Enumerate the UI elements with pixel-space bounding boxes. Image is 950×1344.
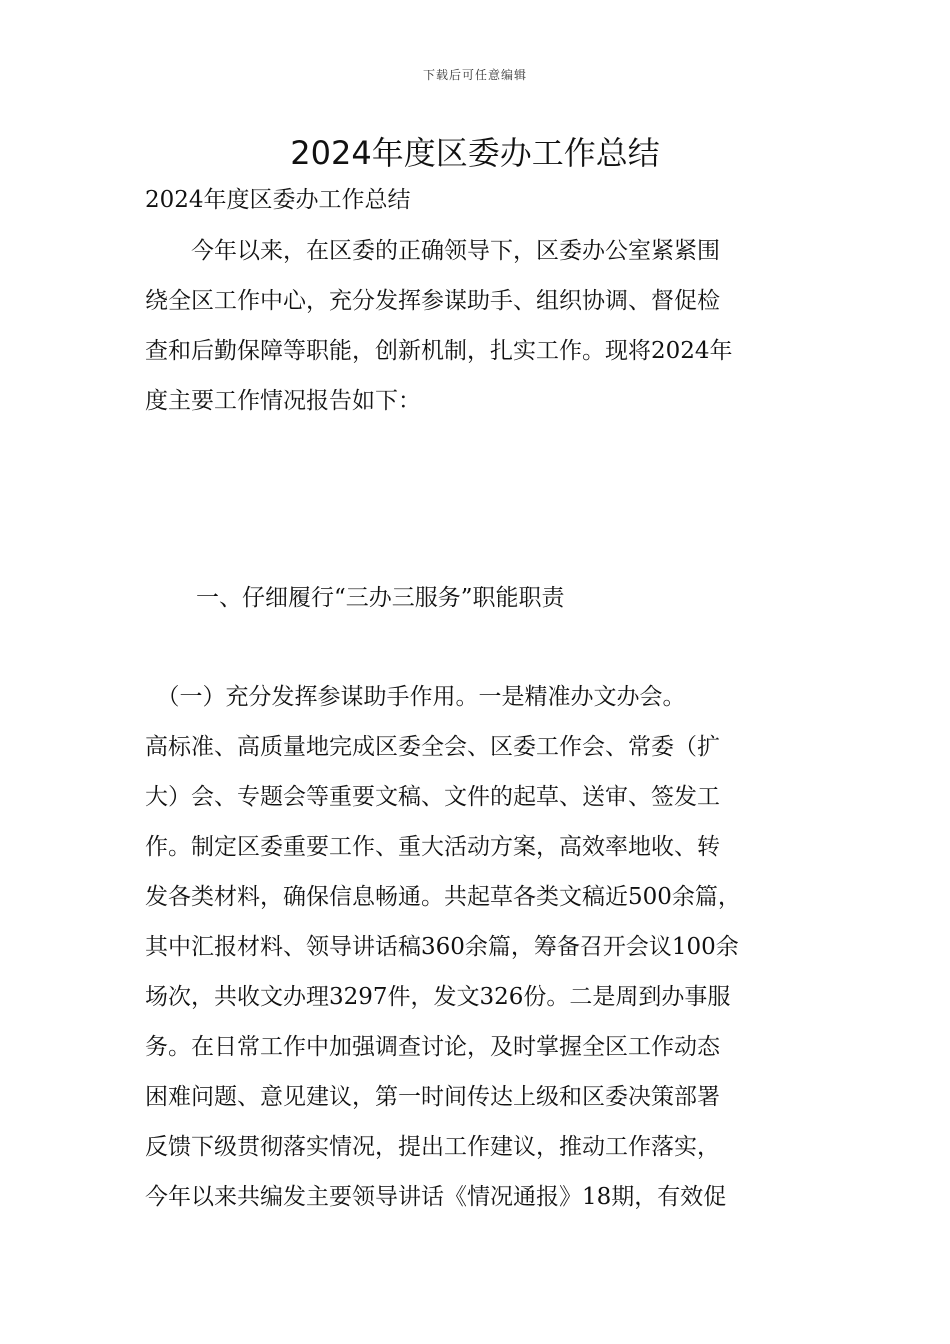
paragraph-line: 发各类材料，确保信息畅通。共起草各类文稿近500余篇， [145,884,741,910]
paragraph-line: 高标准、高质量地完成区委全会、区委工作会、常委（扩 [145,734,720,760]
paragraph-line: 今年以来共编发主要领导讲话《情况通报》18期，有效促 [145,1184,727,1210]
document-subtitle: 2024年度区委办工作总结 [145,187,411,213]
paragraph-line: 困难问题、意见建议，第一时间传达上级和区委决策部署 [145,1084,720,1110]
intro-line: 今年以来，在区委的正确领导下，区委办公室紧紧围 [145,238,720,264]
intro-paragraph [145,226,807,426]
paragraph-line: （一）充分发挥参谋助手作用。一是精准办文办会。 [145,684,686,710]
section-heading: 一、仔细履行“三办三服务”职能职责 [196,585,565,611]
intro-line: 查和后勤保障等职能，创新机制，扎实工作。现将2024年 [145,338,733,364]
paragraph-line: 大）会、专题会等重要文稿、文件的起草、送审、签发工 [145,784,720,810]
paragraph-line: 场次，共收文办理3297件，发文326份。二是周到办事服 [145,984,731,1010]
paragraph-line: 其中汇报材料、领导讲话稿360余篇，筹备召开会议100余 [145,934,739,960]
header-note: 下载后可任意编辑 [422,68,527,82]
paragraph-line: 作。制定区委重要工作、重大活动方案，高效率地收、转 [145,834,720,860]
paragraph-line: 务。在日常工作中加强调查讨论，及时掌握全区工作动态 [145,1034,720,1060]
document-title: 2024年度区委办工作总结 [290,134,660,172]
intro-line: 绕全区工作中心，充分发挥参谋助手、组织协调、督促检 [145,288,720,314]
body-paragraph [145,672,807,1222]
intro-line: 度主要工作情况报告如下： [145,388,421,414]
paragraph-line: 反馈下级贯彻落实情况，提出工作建议，推动工作落实， [145,1134,720,1160]
